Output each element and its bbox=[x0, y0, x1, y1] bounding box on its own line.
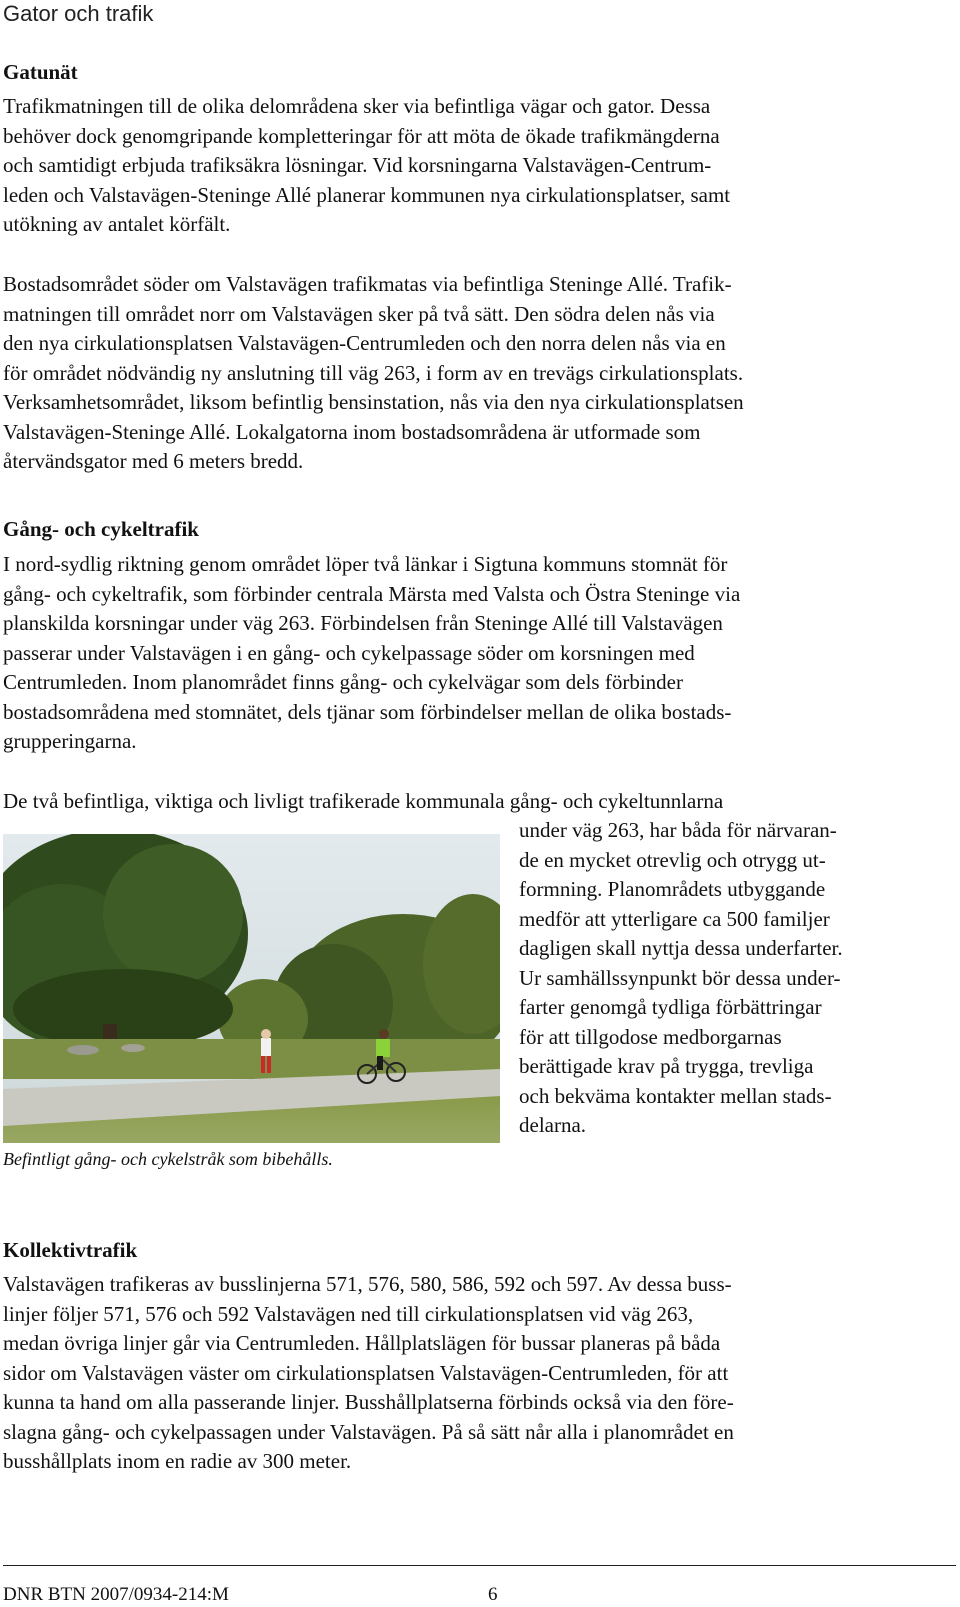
paragraph-gatunat-2 bbox=[3, 270, 933, 477]
text-line: De två befintliga, viktiga och livligt trafikerade kommunala gång- och cykeltunnlarna bbox=[3, 789, 724, 813]
paragraph-kollektiv-1 bbox=[3, 1270, 933, 1477]
text-line: passerar under Valstavägen i en gång- och cykelpassage söder om korsningen med bbox=[3, 640, 695, 665]
heading-kollektivtrafik: Kollektivtrafik bbox=[3, 1238, 138, 1262]
text-line: återvändsgator med 6 meters bredd. bbox=[3, 449, 304, 473]
text-line: Verksamhetsområdet, liksom befintlig bensinstation, nås via den nya cirkulationsplatsen bbox=[3, 390, 744, 414]
text-line: delarna. bbox=[519, 1113, 587, 1137]
text-line: den nya cirkulationsplatsen Valstavägen-Centrumleden och den norra delen nås via en bbox=[3, 331, 726, 355]
text-line: och samtidigt erbjuda trafiksäkra lösningar. Vid korsningarna Valstavägen-Centrum- bbox=[3, 153, 712, 177]
footer-page-number: 6 bbox=[488, 1584, 498, 1605]
text-line: matningen till området norr om Valstavägen sker på två sätt. Den södra delen nås via bbox=[3, 301, 715, 326]
text-line: och bekväma kontakter mellan stads- bbox=[519, 1083, 832, 1108]
text-line: för att tillgodose medborgarnas bbox=[519, 1024, 782, 1049]
text-line: slagna gång- och cykelpassagen under Valstavägen. På så sätt når alla i planområdet en bbox=[3, 1419, 734, 1444]
heading-gatunat: Gatunät bbox=[3, 60, 78, 84]
text-line: linjer följer 571, 576 och 592 Valstavägen ned till cirkulationsplatsen vid väg 263, bbox=[3, 1301, 694, 1326]
text-line: kunna ta hand om alla passerande linjer. Busshållplatserna förbinds också via den före- bbox=[3, 1390, 734, 1414]
photo-caption: Befintligt gång- och cykelstråk som bibehålls. bbox=[3, 1149, 333, 1169]
text-line: utökning av antalet körfält. bbox=[3, 212, 231, 236]
text-line: för området nödvändig ny anslutning till väg 263, i form av en trevägs cirkulationsplats. bbox=[3, 360, 744, 385]
text-line: dagligen skall nyttja dessa underfarter. bbox=[519, 936, 843, 960]
paragraph-gang-2-first-line bbox=[3, 787, 933, 817]
photo-illustration bbox=[3, 834, 500, 1143]
text-line: Ur samhällssynpunkt bör dessa under- bbox=[519, 965, 841, 990]
text-line: medför att ytterligare ca 500 familjer bbox=[519, 906, 830, 931]
paragraph-gang-2-right-column bbox=[519, 816, 939, 1141]
text-line: Valstavägen-Steninge Allé. Lokalgatorna inom bostadsområdena är utformade som bbox=[3, 419, 701, 444]
page-header-title: Gator och trafik bbox=[3, 1, 154, 26]
photo-path-with-cyclist bbox=[3, 834, 500, 1143]
text-line: grupperingarna. bbox=[3, 729, 137, 753]
footer-document-number: DNR BTN 2007/0934-214:M bbox=[3, 1584, 229, 1605]
text-line: gång- och cykeltrafik, som förbinder centrala Märsta med Valsta och Östra Steninge via bbox=[3, 581, 741, 606]
text-line: busshållplats inom en radie av 300 meter. bbox=[3, 1449, 352, 1473]
text-line: formning. Planområdets utbyggande bbox=[519, 877, 826, 901]
paragraph-gatunat-1 bbox=[3, 92, 933, 240]
text-line: Trafikmatningen till de olika delområdena sker via befintliga vägar och gator. Dessa bbox=[3, 94, 711, 118]
text-line: under väg 263, har båda för närvaran- bbox=[519, 818, 837, 842]
text-line: leden och Valstavägen-Steninge Allé planerar kommunen nya cirkulationsplatser, samt bbox=[3, 182, 731, 207]
paragraph-gang-1 bbox=[3, 550, 933, 757]
text-line: Bostadsområdet söder om Valstavägen trafikmatas via befintliga Steninge Allé. Trafik- bbox=[3, 272, 732, 296]
text-line: I nord-sydlig riktning genom området löper två länkar i Sigtuna kommuns stomnät för bbox=[3, 552, 728, 576]
text-line: farter genomgå tydliga förbättringar bbox=[519, 995, 822, 1019]
text-line: planskilda korsningar under väg 263. Förbindelsen från Steninge Allé till Valstavägen bbox=[3, 611, 723, 635]
text-line: Centrumleden. Inom planområdet finns gång- och cykelvägar som dels förbinder bbox=[3, 670, 683, 694]
text-line: sidor om Valstavägen väster om cirkulationsplatsen Valstavägen-Centrumleden, för att bbox=[3, 1360, 729, 1385]
text-line: behöver dock genomgripande kompletteringar för att möta de ökade trafikmängderna bbox=[3, 123, 720, 148]
text-line: Valstavägen trafikeras av busslinjerna 571, 576, 580, 586, 592 och 597. Av dessa buss- bbox=[3, 1272, 732, 1296]
text-line: de en mycket otrevlig och otrygg ut- bbox=[519, 847, 826, 872]
footer-divider bbox=[3, 1565, 956, 1566]
text-line: berättigade krav på trygga, trevliga bbox=[519, 1054, 814, 1078]
heading-gang-och-cykeltrafik: Gång- och cykeltrafik bbox=[3, 517, 199, 541]
text-line: bostadsområdena med stomnätet, dels tjänar som förbindelser mellan de olika bostads- bbox=[3, 699, 732, 724]
text-line: medan övriga linjer går via Centrumleden. Hållplatslägen för bussar planeras på båda bbox=[3, 1331, 721, 1355]
